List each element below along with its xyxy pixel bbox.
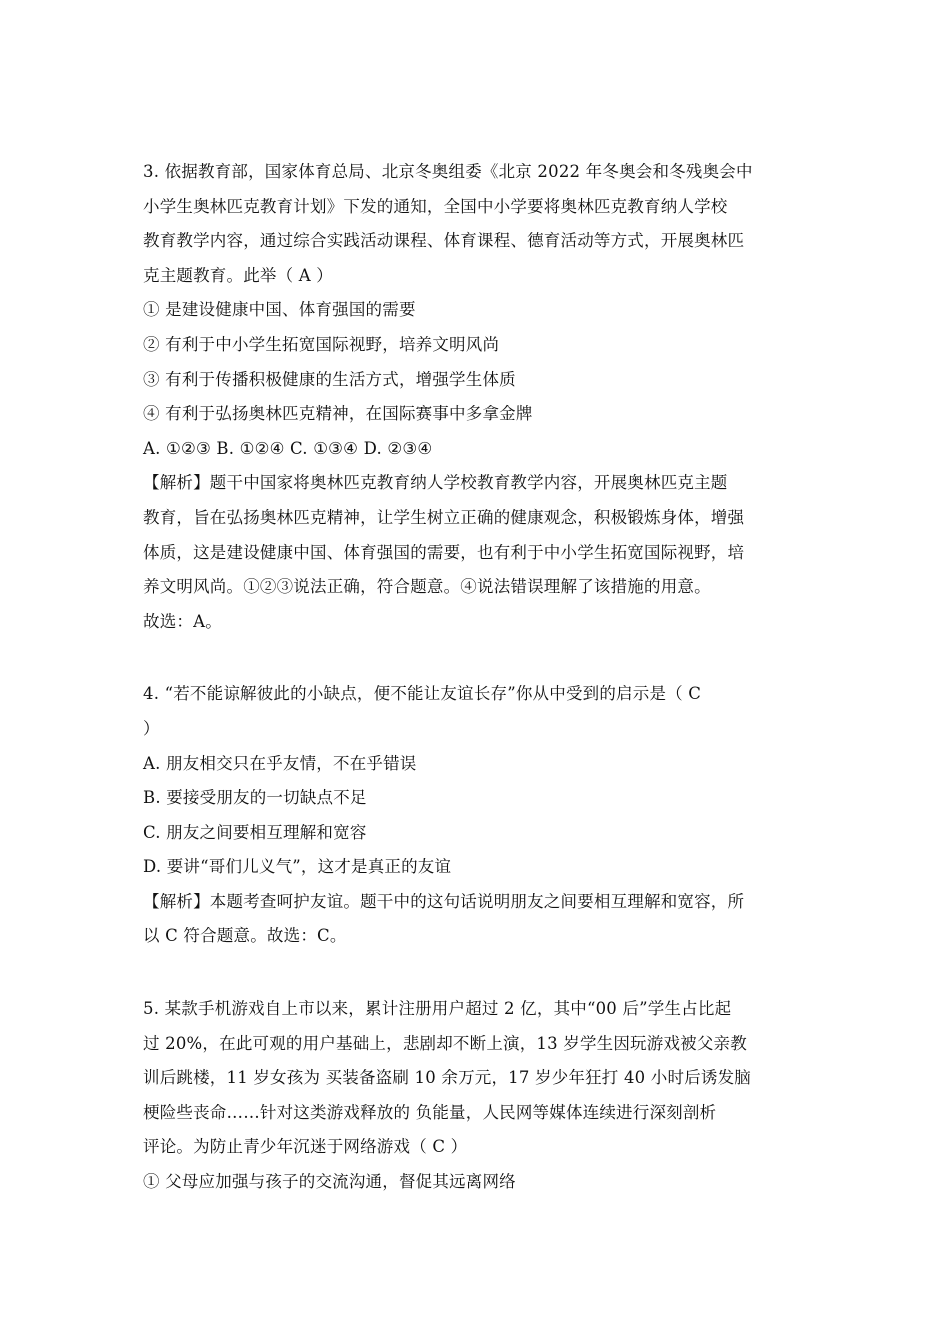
question-stem-line: ）	[143, 718, 160, 738]
analysis-line: 以 C 符合题意。故选：C。	[143, 926, 347, 946]
answer-option: B. 要接受朋友的一切缺点不足	[143, 788, 367, 808]
question-spacer	[143, 639, 808, 677]
analysis-line: 【解析】题干中国家将奥林匹克教育纳人学校教育教学内容，开展奥林匹克主题	[143, 473, 728, 493]
question-stem-line: 克主题教育。此举（ A ）	[143, 265, 334, 285]
question-spacer	[143, 954, 808, 992]
question-4	[143, 677, 808, 954]
question-stem-line: 训后跳楼，11 岁女孩为 买装备盗刷 10 余万元，17 岁少年狂打 40 小时后诱发脑	[143, 1068, 751, 1088]
statement-item: ④ 有利于弘扬奥林匹克精神，在国际赛事中多拿金牌	[143, 404, 533, 424]
analysis-line: 故选：A。	[143, 611, 222, 631]
analysis-line: 【解析】本题考查呵护友谊。题干中的这句话说明朋友之间要相互理解和宽容，所	[143, 891, 745, 911]
question-3	[143, 155, 808, 639]
statement-item: ① 是建设健康中国、体育强国的需要	[143, 300, 416, 320]
question-stem-line: 教育教学内容，通过综合实践活动课程、体育课程、德育活动等方式，开展奥林匹	[143, 231, 745, 251]
question-stem-line: 过 20%，在此可观的用户基础上，悲剧却不断上演，13 岁学生因玩游戏被父亲教	[143, 1033, 747, 1053]
question-stem-line: 4. “若不能谅解彼此的小缺点，便不能让友谊长存”你从中受到的启示是（ C	[143, 684, 702, 704]
answer-option: D. 要讲“哥们儿义气”，这才是真正的友谊	[143, 857, 452, 877]
answer-option: A. 朋友相交只在乎友情，不在乎错误	[143, 753, 417, 773]
question-stem-line: 梗险些丧命……针对这类游戏释放的 负能量，人民网等媒体连续进行深刻剖析	[143, 1102, 717, 1122]
question-5	[143, 992, 808, 1200]
analysis-line: 养文明风尚。①②③说法正确，符合题意。④说法错误理解了该措施的用意。	[143, 577, 711, 597]
answer-option: C. 朋友之间要相互理解和宽容	[143, 822, 367, 842]
statement-item: ① 父母应加强与孩子的交流沟通，督促其远离网络	[143, 1172, 516, 1192]
statement-item: ② 有利于中小学生拓宽国际视野，培养文明风尚	[143, 334, 500, 354]
question-stem-line: 小学生奥林匹克教育计划》下发的通知，全国中小学要将奥林匹克教育纳人学校	[143, 196, 728, 216]
analysis-line: 体质，这是建设健康中国、体育强国的需要，也有利于中小学生拓宽国际视野，培	[143, 542, 745, 562]
question-stem-line: 5. 某款手机游戏自上市以来，累计注册用户超过 2 亿，其中“00 后”学生占比起	[143, 999, 732, 1019]
document-content	[143, 155, 808, 1200]
analysis-line: 教育，旨在弘扬奥林匹克精神，让学生树立正确的健康观念，积极锻炼身体，增强	[143, 507, 745, 527]
statement-item: ③ 有利于传播积极健康的生活方式，增强学生体质	[143, 369, 516, 389]
answer-options: A. ①②③ B. ①②④ C. ①③④ D. ②③④	[143, 438, 433, 458]
question-stem-line: 评论。为防止青少年沉迷于网络游戏（ C ）	[143, 1137, 468, 1157]
question-stem-line: 3. 依据教育部，国家体育总局、北京冬奥组委《北京 2022 年冬奥会和冬残奥会中	[143, 162, 753, 181]
